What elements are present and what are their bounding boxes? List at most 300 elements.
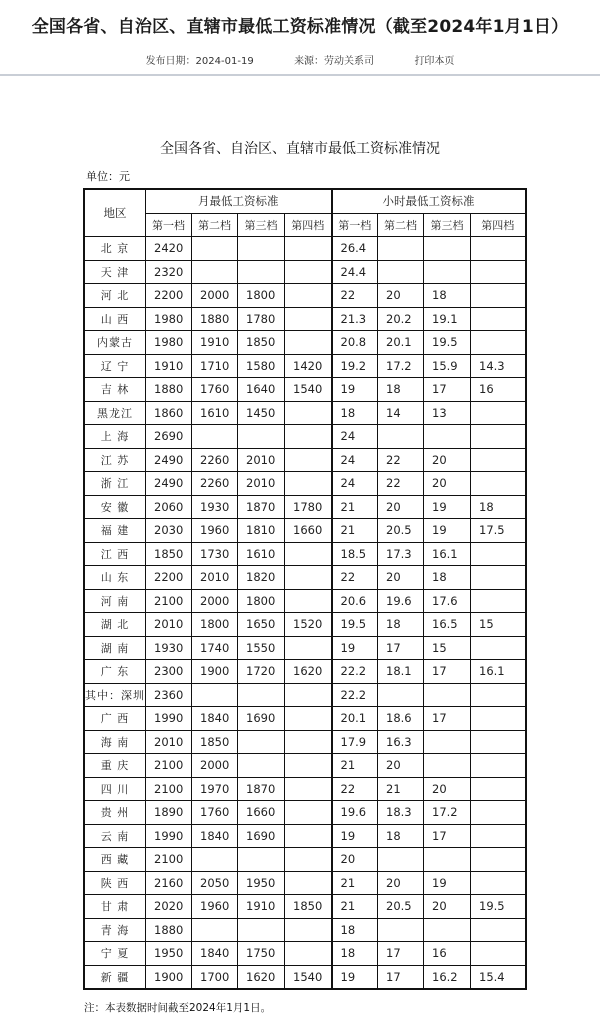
region-cell: 天 津 <box>84 260 146 284</box>
region-header: 地区 <box>84 189 146 237</box>
monthly-tier-2-cell <box>192 918 238 942</box>
monthly-tier-2-cell: 1930 <box>192 495 238 519</box>
hourly-tier-4-cell <box>471 848 526 872</box>
tier-header: 第四档 <box>285 213 332 237</box>
page-title: 全国各省、自治区、直辖市最低工资标准情况（截至2024年1月1日） <box>31 17 569 37</box>
monthly-tier-2-cell <box>192 683 238 707</box>
table-row <box>84 801 526 825</box>
monthly-tier-2-cell: 2260 <box>192 472 238 496</box>
monthly-tier-3-cell <box>238 425 285 449</box>
region-cell: 陕 西 <box>84 871 146 895</box>
table-row <box>84 918 526 942</box>
region-cell: 安 徽 <box>84 495 146 519</box>
table-row <box>84 354 526 378</box>
table-row <box>84 284 526 308</box>
article-meta <box>0 52 600 67</box>
hourly-tier-4-cell <box>471 448 526 472</box>
monthly-tier-4-cell <box>285 284 332 308</box>
hourly-tier-2-cell: 20.5 <box>378 895 424 919</box>
table-row <box>84 448 526 472</box>
table-row <box>84 472 526 496</box>
hourly-tier-1-cell: 19.6 <box>332 801 378 825</box>
hourly-tier-3-cell: 18 <box>424 284 471 308</box>
hourly-tier-2-cell: 18 <box>378 824 424 848</box>
table-row <box>84 260 526 284</box>
region-cell: 江 苏 <box>84 448 146 472</box>
monthly-tier-2-cell: 2000 <box>192 589 238 613</box>
hourly-tier-4-cell <box>471 801 526 825</box>
monthly-tier-2-cell: 1840 <box>192 942 238 966</box>
monthly-tier-3-cell <box>238 848 285 872</box>
monthly-tier-1-cell: 2020 <box>146 895 192 919</box>
hourly-tier-1-cell: 19 <box>332 824 378 848</box>
hourly-tier-2-cell <box>378 425 424 449</box>
monthly-tier-4-cell <box>285 589 332 613</box>
monthly-tier-2-cell: 1970 <box>192 777 238 801</box>
hourly-tier-4-cell: 14.3 <box>471 354 526 378</box>
monthly-tier-2-cell: 1710 <box>192 354 238 378</box>
table-row <box>84 636 526 660</box>
table-row <box>84 660 526 684</box>
monthly-tier-4-cell <box>285 542 332 566</box>
region-cell: 上 海 <box>84 425 146 449</box>
hourly-tier-3-cell: 19 <box>424 519 471 543</box>
monthly-tier-4-cell <box>285 472 332 496</box>
hourly-tier-3-cell: 19.5 <box>424 331 471 355</box>
hourly-tier-3-cell: 17 <box>424 824 471 848</box>
hourly-tier-3-cell <box>424 237 471 261</box>
monthly-tier-1-cell: 2300 <box>146 660 192 684</box>
hourly-tier-2-cell <box>378 918 424 942</box>
tier-header: 第一档 <box>332 213 378 237</box>
print-page-link[interactable]: 打印本页 <box>414 56 455 67</box>
table-row <box>84 707 526 731</box>
hourly-tier-2-cell: 22 <box>378 472 424 496</box>
monthly-tier-3-cell <box>238 683 285 707</box>
hourly-tier-1-cell: 19 <box>332 378 378 402</box>
hourly-tier-2-cell: 18.6 <box>378 707 424 731</box>
hourly-tier-2-cell: 19.6 <box>378 589 424 613</box>
monthly-tier-3-cell: 2010 <box>238 472 285 496</box>
table-row <box>84 965 526 989</box>
hourly-tier-1-cell: 22 <box>332 777 378 801</box>
monthly-tier-3-cell: 1610 <box>238 542 285 566</box>
hourly-tier-1-cell: 22.2 <box>332 683 378 707</box>
table-row <box>84 754 526 778</box>
hourly-tier-3-cell: 19.1 <box>424 307 471 331</box>
hourly-tier-1-cell: 20.6 <box>332 589 378 613</box>
tier-header: 第二档 <box>378 213 424 237</box>
monthly-tier-4-cell <box>285 730 332 754</box>
hourly-tier-3-cell <box>424 260 471 284</box>
monthly-tier-1-cell: 1950 <box>146 942 192 966</box>
monthly-tier-4-cell <box>285 307 332 331</box>
monthly-tier-3-cell: 2010 <box>238 448 285 472</box>
region-cell: 广 西 <box>84 707 146 731</box>
hourly-tier-1-cell: 21 <box>332 495 378 519</box>
monthly-tier-3-cell <box>238 754 285 778</box>
monthly-tier-4-cell <box>285 566 332 590</box>
region-cell: 西 藏 <box>84 848 146 872</box>
hourly-tier-3-cell: 20 <box>424 448 471 472</box>
region-cell: 云 南 <box>84 824 146 848</box>
monthly-tier-2-cell: 1880 <box>192 307 238 331</box>
monthly-tier-3-cell: 1820 <box>238 566 285 590</box>
hourly-tier-1-cell: 18 <box>332 918 378 942</box>
monthly-tier-1-cell: 1930 <box>146 636 192 660</box>
region-cell: 宁 夏 <box>84 942 146 966</box>
hourly-tier-2-cell: 18 <box>378 613 424 637</box>
monthly-tier-2-cell: 1840 <box>192 707 238 731</box>
monthly-tier-1-cell: 1880 <box>146 918 192 942</box>
hourly-tier-3-cell: 17.2 <box>424 801 471 825</box>
monthly-tier-2-cell: 2260 <box>192 448 238 472</box>
monthly-tier-3-cell: 1870 <box>238 777 285 801</box>
monthly-tier-2-cell: 1840 <box>192 824 238 848</box>
hourly-tier-3-cell: 15.9 <box>424 354 471 378</box>
hourly-tier-1-cell: 24.4 <box>332 260 378 284</box>
monthly-tier-1-cell: 2010 <box>146 613 192 637</box>
table-title: 全国各省、自治区、直辖市最低工资标准情况 <box>160 141 440 157</box>
region-cell: 内蒙古 <box>84 331 146 355</box>
monthly-tier-3-cell: 1870 <box>238 495 285 519</box>
hourly-tier-4-cell: 16.1 <box>471 660 526 684</box>
monthly-tier-1-cell: 2360 <box>146 683 192 707</box>
monthly-tier-1-cell: 2100 <box>146 848 192 872</box>
hourly-tier-4-cell: 17.5 <box>471 519 526 543</box>
monthly-tier-2-cell: 1700 <box>192 965 238 989</box>
monthly-tier-3-cell: 1640 <box>238 378 285 402</box>
hourly-tier-3-cell: 17 <box>424 378 471 402</box>
article-header <box>0 0 600 76</box>
region-cell: 江 西 <box>84 542 146 566</box>
table-row <box>84 848 526 872</box>
monthly-tier-4-cell: 1520 <box>285 613 332 637</box>
monthly-tier-1-cell: 2320 <box>146 260 192 284</box>
hourly-tier-4-cell <box>471 824 526 848</box>
hourly-tier-3-cell: 17.6 <box>424 589 471 613</box>
hourly-tier-1-cell: 22 <box>332 284 378 308</box>
hourly-tier-4-cell <box>471 871 526 895</box>
table-row <box>84 519 526 543</box>
hourly-tier-2-cell: 18 <box>378 378 424 402</box>
monthly-tier-2-cell: 2000 <box>192 754 238 778</box>
monthly-tier-3-cell: 1720 <box>238 660 285 684</box>
table-row <box>84 683 526 707</box>
monthly-tier-1-cell: 1890 <box>146 801 192 825</box>
region-cell: 辽 宁 <box>84 354 146 378</box>
table-row <box>84 331 526 355</box>
hourly-tier-2-cell: 20 <box>378 495 424 519</box>
hourly-tier-4-cell <box>471 683 526 707</box>
monthly-tier-1-cell: 2100 <box>146 777 192 801</box>
hourly-tier-1-cell: 19 <box>332 965 378 989</box>
region-cell: 贵 州 <box>84 801 146 825</box>
monthly-tier-2-cell <box>192 848 238 872</box>
hourly-tier-3-cell: 16.5 <box>424 613 471 637</box>
region-cell: 广 东 <box>84 660 146 684</box>
hourly-tier-4-cell <box>471 777 526 801</box>
hourly-tier-3-cell: 16.1 <box>424 542 471 566</box>
hourly-tier-4-cell: 18 <box>471 495 526 519</box>
table-row <box>84 589 526 613</box>
hourly-tier-3-cell: 20 <box>424 895 471 919</box>
monthly-tier-1-cell: 2490 <box>146 448 192 472</box>
monthly-tier-4-cell <box>285 707 332 731</box>
tier-header: 第一档 <box>146 213 192 237</box>
region-cell: 福 建 <box>84 519 146 543</box>
monthly-tier-1-cell: 2030 <box>146 519 192 543</box>
hourly-tier-1-cell: 22.2 <box>332 660 378 684</box>
hourly-tier-1-cell: 26.4 <box>332 237 378 261</box>
hourly-tier-4-cell <box>471 284 526 308</box>
monthly-tier-2-cell: 1610 <box>192 401 238 425</box>
region-cell: 湖 北 <box>84 613 146 637</box>
hourly-tier-1-cell: 19 <box>332 636 378 660</box>
hourly-tier-2-cell: 18.3 <box>378 801 424 825</box>
monthly-tier-3-cell: 1850 <box>238 331 285 355</box>
table-row <box>84 824 526 848</box>
hourly-tier-1-cell: 24 <box>332 448 378 472</box>
region-cell: 海 南 <box>84 730 146 754</box>
region-cell: 黑龙江 <box>84 401 146 425</box>
hourly-tier-3-cell: 20 <box>424 472 471 496</box>
hourly-tier-2-cell: 16.3 <box>378 730 424 754</box>
monthly-tier-2-cell: 2050 <box>192 871 238 895</box>
hourly-tier-4-cell <box>471 307 526 331</box>
monthly-tier-4-cell: 1780 <box>285 495 332 519</box>
monthly-tier-2-cell: 1740 <box>192 636 238 660</box>
monthly-tier-4-cell <box>285 848 332 872</box>
hourly-tier-1-cell: 18 <box>332 401 378 425</box>
hourly-tier-4-cell <box>471 331 526 355</box>
monthly-tier-3-cell: 1750 <box>238 942 285 966</box>
monthly-tier-4-cell: 1540 <box>285 378 332 402</box>
monthly-tier-1-cell: 2010 <box>146 730 192 754</box>
monthly-tier-1-cell: 2100 <box>146 754 192 778</box>
hourly-tier-4-cell <box>471 237 526 261</box>
hourly-tier-2-cell: 20 <box>378 566 424 590</box>
hourly-tier-4-cell <box>471 754 526 778</box>
table-row <box>84 237 526 261</box>
monthly-tier-4-cell: 1620 <box>285 660 332 684</box>
table-header-row <box>84 189 526 213</box>
monthly-tier-4-cell <box>285 331 332 355</box>
monthly-tier-3-cell <box>238 237 285 261</box>
minimum-wage-table <box>83 188 527 990</box>
hourly-tier-2-cell: 20.5 <box>378 519 424 543</box>
hourly-tier-3-cell: 18 <box>424 566 471 590</box>
region-cell: 新 疆 <box>84 965 146 989</box>
monthly-tier-4-cell <box>285 918 332 942</box>
hourly-tier-1-cell: 20 <box>332 848 378 872</box>
hourly-tier-1-cell: 20.8 <box>332 331 378 355</box>
hourly-tier-2-cell: 18.1 <box>378 660 424 684</box>
tier-header: 第四档 <box>471 213 526 237</box>
monthly-tier-3-cell: 1650 <box>238 613 285 637</box>
region-cell: 河 北 <box>84 284 146 308</box>
hourly-tier-4-cell <box>471 918 526 942</box>
hourly-tier-1-cell: 22 <box>332 566 378 590</box>
table-row <box>84 425 526 449</box>
monthly-tier-1-cell: 2200 <box>146 566 192 590</box>
monthly-tier-4-cell <box>285 683 332 707</box>
hourly-tier-1-cell: 24 <box>332 425 378 449</box>
hourly-tier-3-cell <box>424 425 471 449</box>
hourly-header: 小时最低工资标准 <box>332 189 526 213</box>
monthly-tier-3-cell: 1660 <box>238 801 285 825</box>
monthly-tier-4-cell: 1850 <box>285 895 332 919</box>
table-row <box>84 307 526 331</box>
hourly-tier-3-cell: 16.2 <box>424 965 471 989</box>
hourly-tier-2-cell: 20.2 <box>378 307 424 331</box>
hourly-tier-1-cell: 21 <box>332 871 378 895</box>
monthly-tier-1-cell: 1990 <box>146 824 192 848</box>
monthly-tier-2-cell: 1910 <box>192 331 238 355</box>
hourly-tier-2-cell <box>378 683 424 707</box>
monthly-tier-3-cell: 1690 <box>238 707 285 731</box>
monthly-tier-2-cell <box>192 425 238 449</box>
monthly-tier-2-cell: 1960 <box>192 895 238 919</box>
region-cell: 湖 南 <box>84 636 146 660</box>
hourly-tier-2-cell: 20 <box>378 871 424 895</box>
hourly-tier-1-cell: 17.9 <box>332 730 378 754</box>
hourly-tier-4-cell: 15.4 <box>471 965 526 989</box>
monthly-tier-3-cell: 1580 <box>238 354 285 378</box>
hourly-tier-3-cell <box>424 754 471 778</box>
hourly-tier-4-cell <box>471 942 526 966</box>
hourly-tier-2-cell: 14 <box>378 401 424 425</box>
hourly-tier-1-cell: 19.5 <box>332 613 378 637</box>
hourly-tier-4-cell <box>471 425 526 449</box>
monthly-tier-1-cell: 1990 <box>146 707 192 731</box>
hourly-tier-2-cell: 20 <box>378 284 424 308</box>
table-row <box>84 613 526 637</box>
monthly-tier-4-cell: 1660 <box>285 519 332 543</box>
monthly-tier-4-cell <box>285 801 332 825</box>
region-cell: 青 海 <box>84 918 146 942</box>
hourly-tier-1-cell: 24 <box>332 472 378 496</box>
monthly-tier-3-cell: 1800 <box>238 589 285 613</box>
monthly-tier-2-cell: 1900 <box>192 660 238 684</box>
monthly-tier-1-cell: 2690 <box>146 425 192 449</box>
monthly-tier-1-cell: 1860 <box>146 401 192 425</box>
monthly-tier-4-cell <box>285 237 332 261</box>
region-cell: 其中：深圳 <box>84 683 146 707</box>
tier-header-row <box>84 213 526 237</box>
hourly-tier-4-cell <box>471 260 526 284</box>
region-cell: 山 西 <box>84 307 146 331</box>
monthly-tier-4-cell <box>285 824 332 848</box>
table-note: 注：本表数据时间截至2024年1月1日。 <box>84 1002 272 1014</box>
table-row <box>84 401 526 425</box>
monthly-tier-2-cell <box>192 237 238 261</box>
region-cell: 浙 江 <box>84 472 146 496</box>
monthly-tier-2-cell: 1730 <box>192 542 238 566</box>
hourly-tier-4-cell <box>471 401 526 425</box>
hourly-tier-3-cell <box>424 730 471 754</box>
hourly-tier-3-cell <box>424 683 471 707</box>
hourly-tier-1-cell: 20.1 <box>332 707 378 731</box>
table-row <box>84 566 526 590</box>
hourly-tier-4-cell <box>471 730 526 754</box>
hourly-tier-2-cell: 17 <box>378 965 424 989</box>
monthly-tier-2-cell: 1800 <box>192 613 238 637</box>
hourly-tier-1-cell: 21 <box>332 754 378 778</box>
monthly-tier-4-cell <box>285 401 332 425</box>
monthly-tier-3-cell <box>238 918 285 942</box>
table-row <box>84 942 526 966</box>
hourly-tier-3-cell: 16 <box>424 942 471 966</box>
monthly-tier-1-cell: 2200 <box>146 284 192 308</box>
hourly-tier-4-cell <box>471 472 526 496</box>
hourly-tier-2-cell <box>378 260 424 284</box>
publish-date: 发布日期：2024-01-19 <box>145 56 254 67</box>
monthly-tier-4-cell <box>285 754 332 778</box>
table-body <box>84 237 526 990</box>
monthly-tier-1-cell: 1980 <box>146 331 192 355</box>
region-cell: 吉 林 <box>84 378 146 402</box>
hourly-tier-4-cell <box>471 589 526 613</box>
monthly-tier-1-cell: 2060 <box>146 495 192 519</box>
monthly-tier-4-cell <box>285 871 332 895</box>
monthly-tier-3-cell: 1950 <box>238 871 285 895</box>
monthly-tier-3-cell: 1800 <box>238 284 285 308</box>
hourly-tier-3-cell: 15 <box>424 636 471 660</box>
hourly-tier-1-cell: 19.2 <box>332 354 378 378</box>
hourly-tier-4-cell <box>471 542 526 566</box>
monthly-tier-1-cell: 2100 <box>146 589 192 613</box>
monthly-tier-1-cell: 2420 <box>146 237 192 261</box>
hourly-tier-4-cell <box>471 636 526 660</box>
hourly-tier-3-cell <box>424 848 471 872</box>
monthly-tier-4-cell: 1540 <box>285 965 332 989</box>
hourly-tier-2-cell: 20 <box>378 754 424 778</box>
tier-header: 第二档 <box>192 213 238 237</box>
monthly-tier-4-cell: 1420 <box>285 354 332 378</box>
unit-label: 单位：元 <box>86 170 130 183</box>
hourly-tier-2-cell: 20.1 <box>378 331 424 355</box>
monthly-tier-3-cell: 1450 <box>238 401 285 425</box>
hourly-tier-3-cell: 17 <box>424 707 471 731</box>
monthly-tier-4-cell <box>285 942 332 966</box>
tier-header: 第三档 <box>238 213 285 237</box>
monthly-tier-4-cell <box>285 777 332 801</box>
hourly-tier-1-cell: 18 <box>332 942 378 966</box>
monthly-tier-3-cell: 1620 <box>238 965 285 989</box>
region-cell: 甘 肃 <box>84 895 146 919</box>
region-cell: 重 庆 <box>84 754 146 778</box>
tier-header: 第三档 <box>424 213 471 237</box>
region-cell: 四 川 <box>84 777 146 801</box>
table-row <box>84 871 526 895</box>
hourly-tier-2-cell: 17.2 <box>378 354 424 378</box>
hourly-tier-4-cell <box>471 566 526 590</box>
table-row <box>84 730 526 754</box>
monthly-tier-1-cell: 2160 <box>146 871 192 895</box>
hourly-tier-3-cell: 20 <box>424 777 471 801</box>
monthly-tier-1-cell: 2490 <box>146 472 192 496</box>
hourly-tier-3-cell: 13 <box>424 401 471 425</box>
hourly-tier-4-cell: 15 <box>471 613 526 637</box>
hourly-tier-2-cell: 17 <box>378 942 424 966</box>
monthly-tier-2-cell: 1960 <box>192 519 238 543</box>
monthly-tier-2-cell: 2010 <box>192 566 238 590</box>
monthly-tier-3-cell: 1550 <box>238 636 285 660</box>
monthly-tier-2-cell: 1850 <box>192 730 238 754</box>
hourly-tier-1-cell: 21 <box>332 519 378 543</box>
region-cell: 河 南 <box>84 589 146 613</box>
